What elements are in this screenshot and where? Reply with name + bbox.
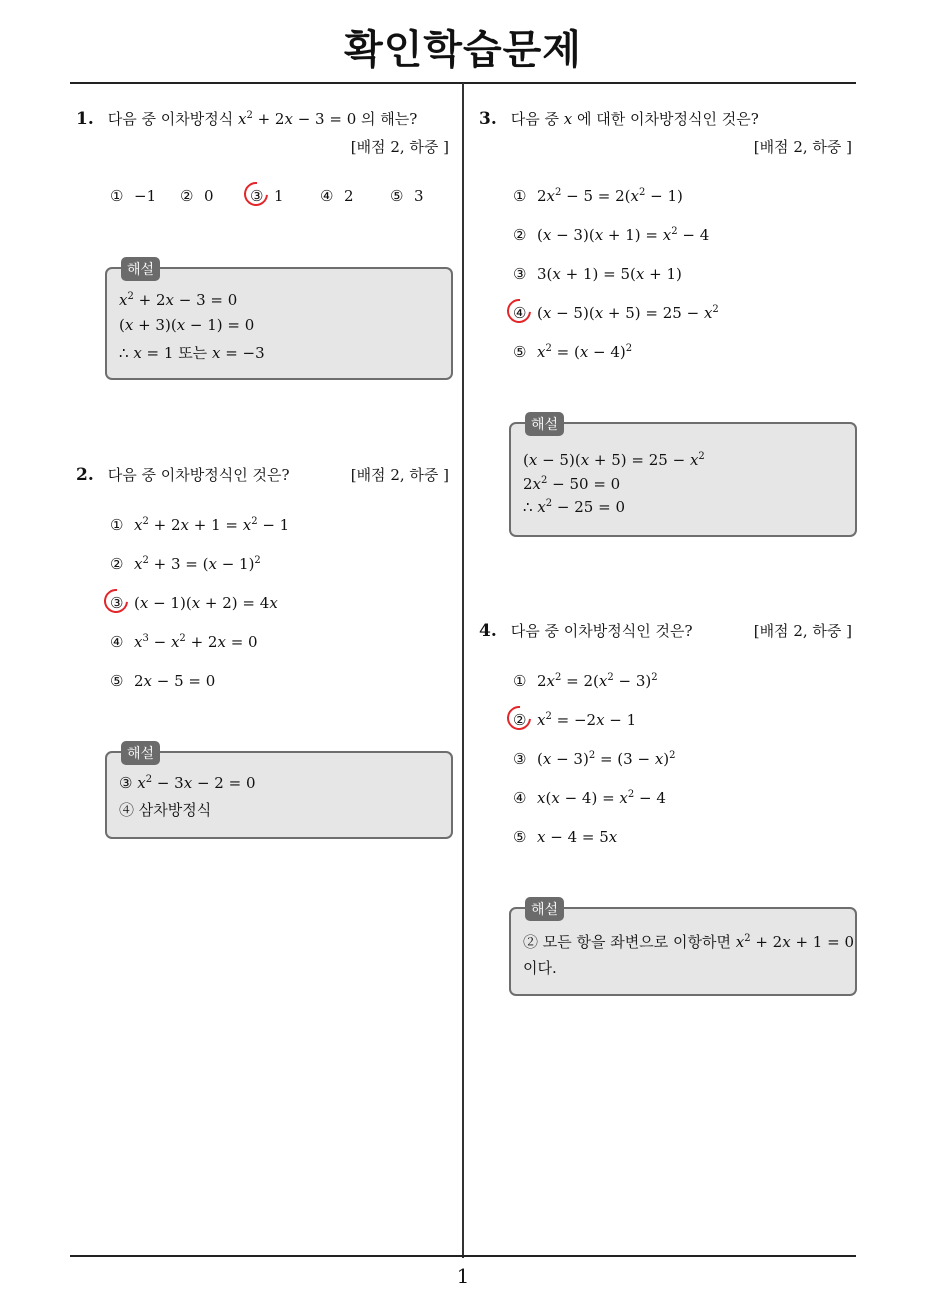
option-3[interactable]: ③ 1 [250,187,284,205]
question-1 [76,108,449,388]
option-3[interactable]: ③ (x − 1)(x + 2) = 4x [110,594,278,612]
answer-mark-circle [502,701,536,735]
question-prompt: 다음 중 이차방정식인 것은? [510,622,693,640]
question-number: 1. [76,109,94,129]
option-5[interactable]: ⑤ $x^2 = (x - 4)^2$ [513,343,633,361]
option-4[interactable]: ④ $x^3 - x^2 + 2x = 0$ [110,633,258,651]
answer-mark-circle [239,177,273,211]
page-number: 1 [456,1264,470,1288]
question-2 [76,464,449,844]
solution-line: 이다. [523,959,557,977]
question-3 [479,108,852,548]
option-1[interactable]: ① $2x^2 = 2(x^2 - 3)^2$ [513,672,658,690]
solution-box [105,262,453,380]
score-label: [배점 2, 하중 ] [350,466,449,484]
option-5[interactable]: ⑤ x − 4 = 5x [513,828,618,846]
solution-line: ∴ $x^2 - 25 = 0$ [523,498,625,516]
solution-label: 해설 [121,741,160,765]
score-label: [배점 2, 하중 ] [753,138,852,156]
solution-label: 해설 [121,257,160,281]
question-number: 4. [479,621,497,641]
solution-box [105,746,453,839]
option-3[interactable]: ③ $(x - 3)^2 = (3 - x)^2$ [513,750,676,768]
solution-label: 해설 [525,897,564,921]
option-4[interactable]: ④ $(x - 5)(x + 5) = 25 - x^2$ [513,304,719,322]
question-prompt: 다음 중 이차방정식인 것은? [107,466,290,484]
option-3[interactable]: ③ 3(x + 1) = 5(x + 1) [513,265,682,283]
question-number: 2. [76,465,94,485]
option-1[interactable]: ① −1 [110,187,157,205]
question-4 [479,620,852,1000]
solution-line: ④ 삼차방정식 [119,801,212,819]
option-2[interactable]: ② $(x - 3)(x + 1) = x^2 - 4$ [513,226,710,244]
solution-line: ∴ x = 1 또는 x = −3 [119,344,265,362]
option-4[interactable]: ④ $x(x - 4) = x^2 - 4$ [513,789,666,807]
answer-mark-circle [99,584,133,618]
column-divider [462,83,464,1258]
option-1[interactable]: ① $x^2 + 2x + 1 = x^2 - 1$ [110,516,290,534]
score-label: [배점 2, 하중 ] [350,138,449,156]
solution-box [509,902,857,996]
solution-line: ③ $x^2 - 3x - 2 = 0$ [119,774,256,792]
solution-line: $2x^2 - 50 = 0$ [523,475,621,493]
solution-box [509,417,857,537]
option-5[interactable]: ⑤ 3 [390,187,424,205]
option-2[interactable]: ② $x^2 + 3 = (x - 1)^2$ [110,555,261,573]
solution-line: $(x - 5)(x + 5) = 25 - x^2$ [523,451,705,469]
option-2[interactable]: ② 0 [180,187,214,205]
solution-line: $x^2 + 2x - 3 = 0$ [119,291,238,309]
answer-mark-circle [502,294,536,328]
option-4[interactable]: ④ 2 [320,187,354,205]
question-prompt: 다음 중 x 에 대한 이차방정식인 것은? [510,110,759,128]
question-prompt: 다음 중 이차방정식 $x^2 + 2x - 3 = 0$ 의 해는? [107,110,418,128]
solution-line: ② 모든 항을 좌변으로 이항하면 $x^2 + 2x + 1 = 0$ [523,933,854,951]
question-number: 3. [479,109,497,129]
option-1[interactable]: ① $2x^2 - 5 = 2(x^2 - 1)$ [513,187,683,205]
solution-label: 해설 [525,412,564,436]
page-title: 확인학습문제 [344,27,582,73]
footer-rule [70,1255,856,1257]
solution-line: (x + 3)(x − 1) = 0 [119,316,255,334]
score-label: [배점 2, 하중 ] [753,622,852,640]
option-5[interactable]: ⑤ 2x − 5 = 0 [110,672,216,690]
option-2[interactable]: ② $x^2 = -2x - 1$ [513,711,636,729]
